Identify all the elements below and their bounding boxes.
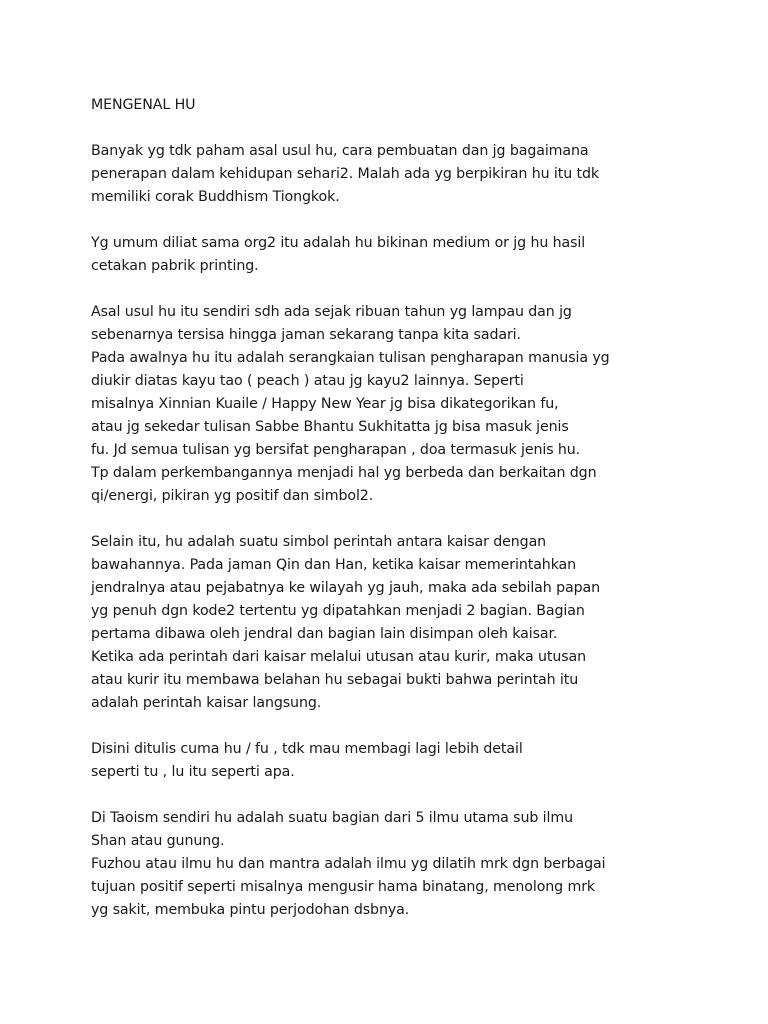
text-line: Shan atau gunung. [91, 833, 225, 849]
text-line: cetakan pabrik printing. [91, 258, 259, 274]
text-line: pertama dibawa oleh jendral dan bagian lain disimpan oleh kaisar. [91, 626, 558, 642]
text-line: Disini ditulis cuma hu / fu , tdk mau membagi lagi lebih detail [91, 741, 523, 757]
text-line: tujuan positif seperti misalnya mengusir hama binatang, menolong mrk [91, 879, 596, 895]
document-body [91, 94, 711, 945]
text-line: bawahannya. Pada jaman Qin dan Han, ketika kaisar memerintahkan [91, 557, 577, 573]
text-line: misalnya Xinnian Kuaile / Happy New Year jg bisa dikategorikan fu, [91, 396, 559, 412]
text-line: Yg umum diliat sama org2 itu adalah hu bikinan medium or jg hu hasil [91, 235, 586, 251]
paragraph [91, 531, 711, 715]
text-line: Banyak yg tdk paham asal usul hu, cara pembuatan dan jg bagaimana [91, 143, 589, 159]
text-line: seperti tu , lu itu seperti apa. [91, 764, 295, 780]
paragraph [91, 232, 711, 278]
text-line: Asal usul hu itu sendiri sdh ada sejak ribuan tahun yg lampau dan jg [91, 304, 572, 320]
text-line: diukir diatas kayu tao ( peach ) atau jg kayu2 lainnya. Seperti [91, 373, 524, 389]
text-line: Di Taoism sendiri hu adalah suatu bagian dari 5 ilmu utama sub ilmu [91, 810, 573, 826]
paragraph [91, 738, 711, 784]
text-line: Tp dalam perkembangannya menjadi hal yg berbeda dan berkaitan dgn [91, 465, 597, 481]
text-line: atau kurir itu membawa belahan hu sebagai bukti bahwa perintah itu [91, 672, 579, 688]
text-line: Fuzhou atau ilmu hu dan mantra adalah ilmu yg dilatih mrk dgn berbagai [91, 856, 606, 872]
text-line: fu. Jd semua tulisan yg bersifat pengharapan , doa termasuk jenis hu. [91, 442, 581, 458]
text-line: yg sakit, membuka pintu perjodohan dsbnya. [91, 902, 410, 918]
text-line: jendralnya atau pejabatnya ke wilayah yg jauh, maka ada sebilah papan [91, 580, 600, 596]
text-line: qi/energi, pikiran yg positif dan simbol2. [91, 488, 374, 504]
text-line: Ketika ada perintah dari kaisar melalui utusan atau kurir, maka utusan [91, 649, 587, 665]
text-line: atau jg sekedar tulisan Sabbe Bhantu Sukhitatta jg bisa masuk jenis [91, 419, 569, 435]
document-title: MENGENAL HU [91, 97, 196, 113]
text-line: sebenarnya tersisa hingga jaman sekarang tanpa kita sadari. [91, 327, 521, 343]
text-line: penerapan dalam kehidupan sehari2. Malah ada yg berpikiran hu itu tdk [91, 166, 600, 182]
text-line: yg penuh dgn kode2 tertentu yg dipatahkan menjadi 2 bagian. Bagian [91, 603, 585, 619]
text-line: Pada awalnya hu itu adalah serangkaian tulisan pengharapan manusia yg [91, 350, 610, 366]
text-line: memiliki corak Buddhism Tiongkok. [91, 189, 340, 205]
paragraph-list [91, 140, 711, 922]
text-line: Selain itu, hu adalah suatu simbol perintah antara kaisar dengan [91, 534, 547, 550]
text-line: adalah perintah kaisar langsung. [91, 695, 322, 711]
paragraph [91, 140, 711, 209]
paragraph [91, 807, 711, 922]
paragraph [91, 301, 711, 508]
